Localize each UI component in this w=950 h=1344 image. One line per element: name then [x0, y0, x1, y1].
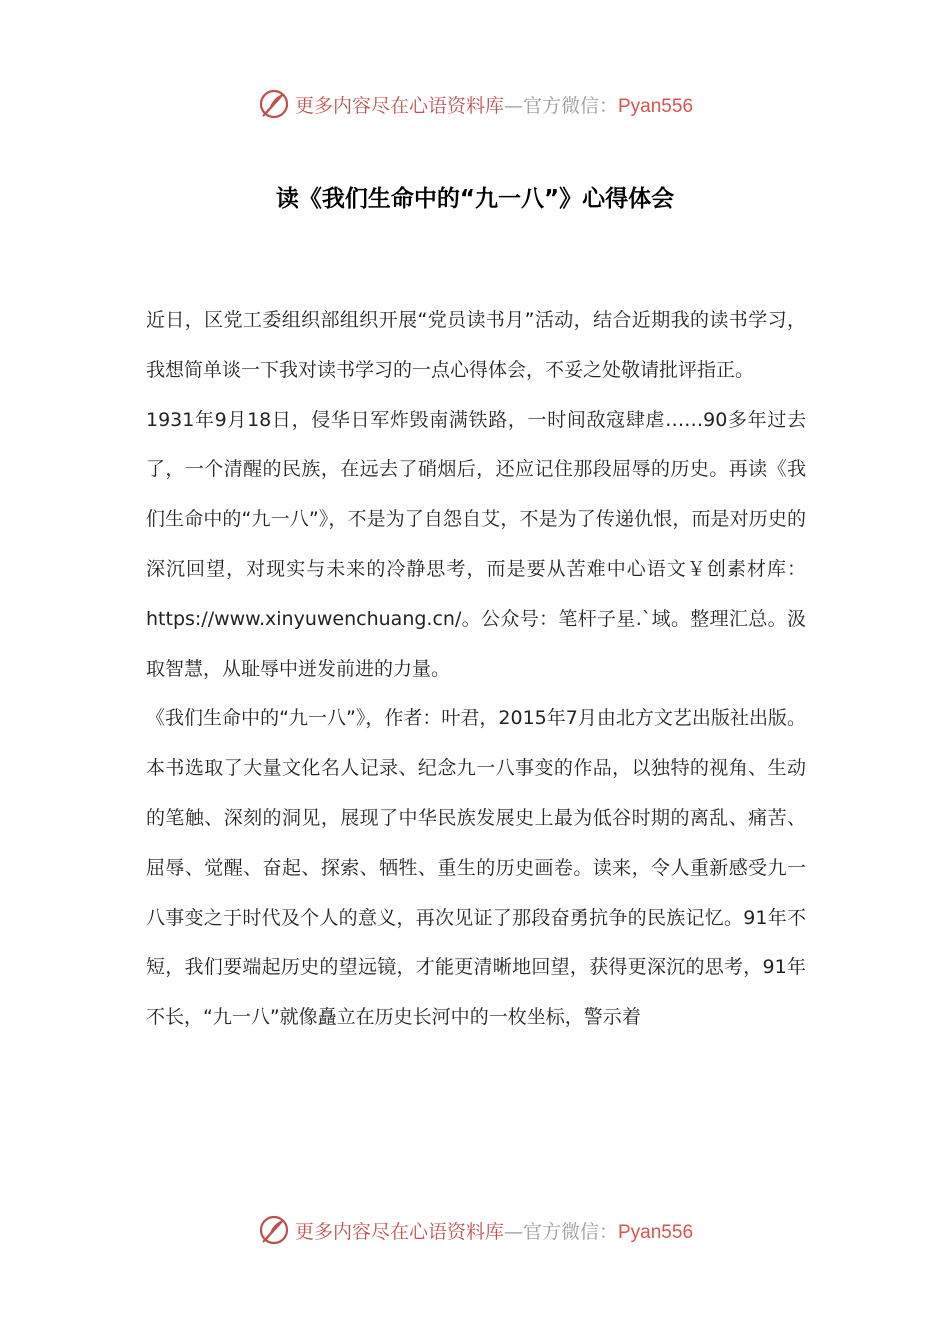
banner-dash: —	[503, 1220, 523, 1243]
quill-logo-icon	[257, 1213, 291, 1247]
banner-text	[295, 1217, 693, 1244]
banner-text	[295, 91, 693, 118]
banner-dash: —	[503, 94, 523, 117]
footer-banner	[0, 1210, 950, 1250]
banner-wechat-id: Pyan556	[618, 1221, 694, 1243]
document-title: 读《我们生命中的“九一八”》心得体会	[275, 186, 675, 212]
banner-wechat-id: Pyan556	[618, 95, 694, 117]
document-body	[146, 296, 806, 1043]
banner-wechat-label: 官方微信：	[522, 1220, 618, 1243]
paragraph-2: 1931年9月18日，侵华日军炸毁南满铁路，一时间敌寇肆虐……90多年过去了，一个清醒的民族，在远去了硝烟后，还应记住那段屈辱的历史。再读《我们生命中的“九一八”》，不是为了自怨自艾，不是为了传递仇恨，而是对历史的深沉回望，对现实与未来的冷静思考，而是要从苦难中心语文￥创素材库：https://www.xinyuwenchuang.cn/。公众号：笔杆子星.`域。整理汇总。汲取智慧，从耻辱中迸发前进的力量。	[146, 408, 806, 680]
banner-wechat-label: 官方微信：	[522, 94, 618, 117]
paragraph-1: 近日，区党工委组织部组织开展“党员读书月”活动，结合近期我的读书学习，我想简单谈一下我对读书学习的一点心得体会，不妥之处敬请批评指正。	[146, 309, 806, 381]
quill-logo-icon	[257, 87, 291, 121]
paragraph-3: 《我们生命中的“九一八”》，作者：叶君，2015年7月由北方文艺出版社出版。本书选取了大量文化名人记录、纪念九一八事变的作品，以独特的视角、生动的笔触、深刻的洞见，展现了中华民族发展史上最为低谷时期的离乱、痛苦、屈辱、觉醒、奋起、探索、牺牲、重生的历史画卷。读来，令人重新感受九一八事变之于时代及个人的意义，再次见证了那段奋勇抗争的民族记忆。91年不短，我们要端起历史的望远镜，才能更清晰地回望，获得更深沉的思考，91年不长，“九一八”就像矗立在历史长河中的一枚坐标，警示着	[146, 707, 806, 1029]
banner-main-text: 更多内容尽在心语资料库	[294, 1220, 504, 1243]
banner-main-text: 更多内容尽在心语资料库	[294, 94, 504, 117]
header-banner	[0, 84, 950, 124]
